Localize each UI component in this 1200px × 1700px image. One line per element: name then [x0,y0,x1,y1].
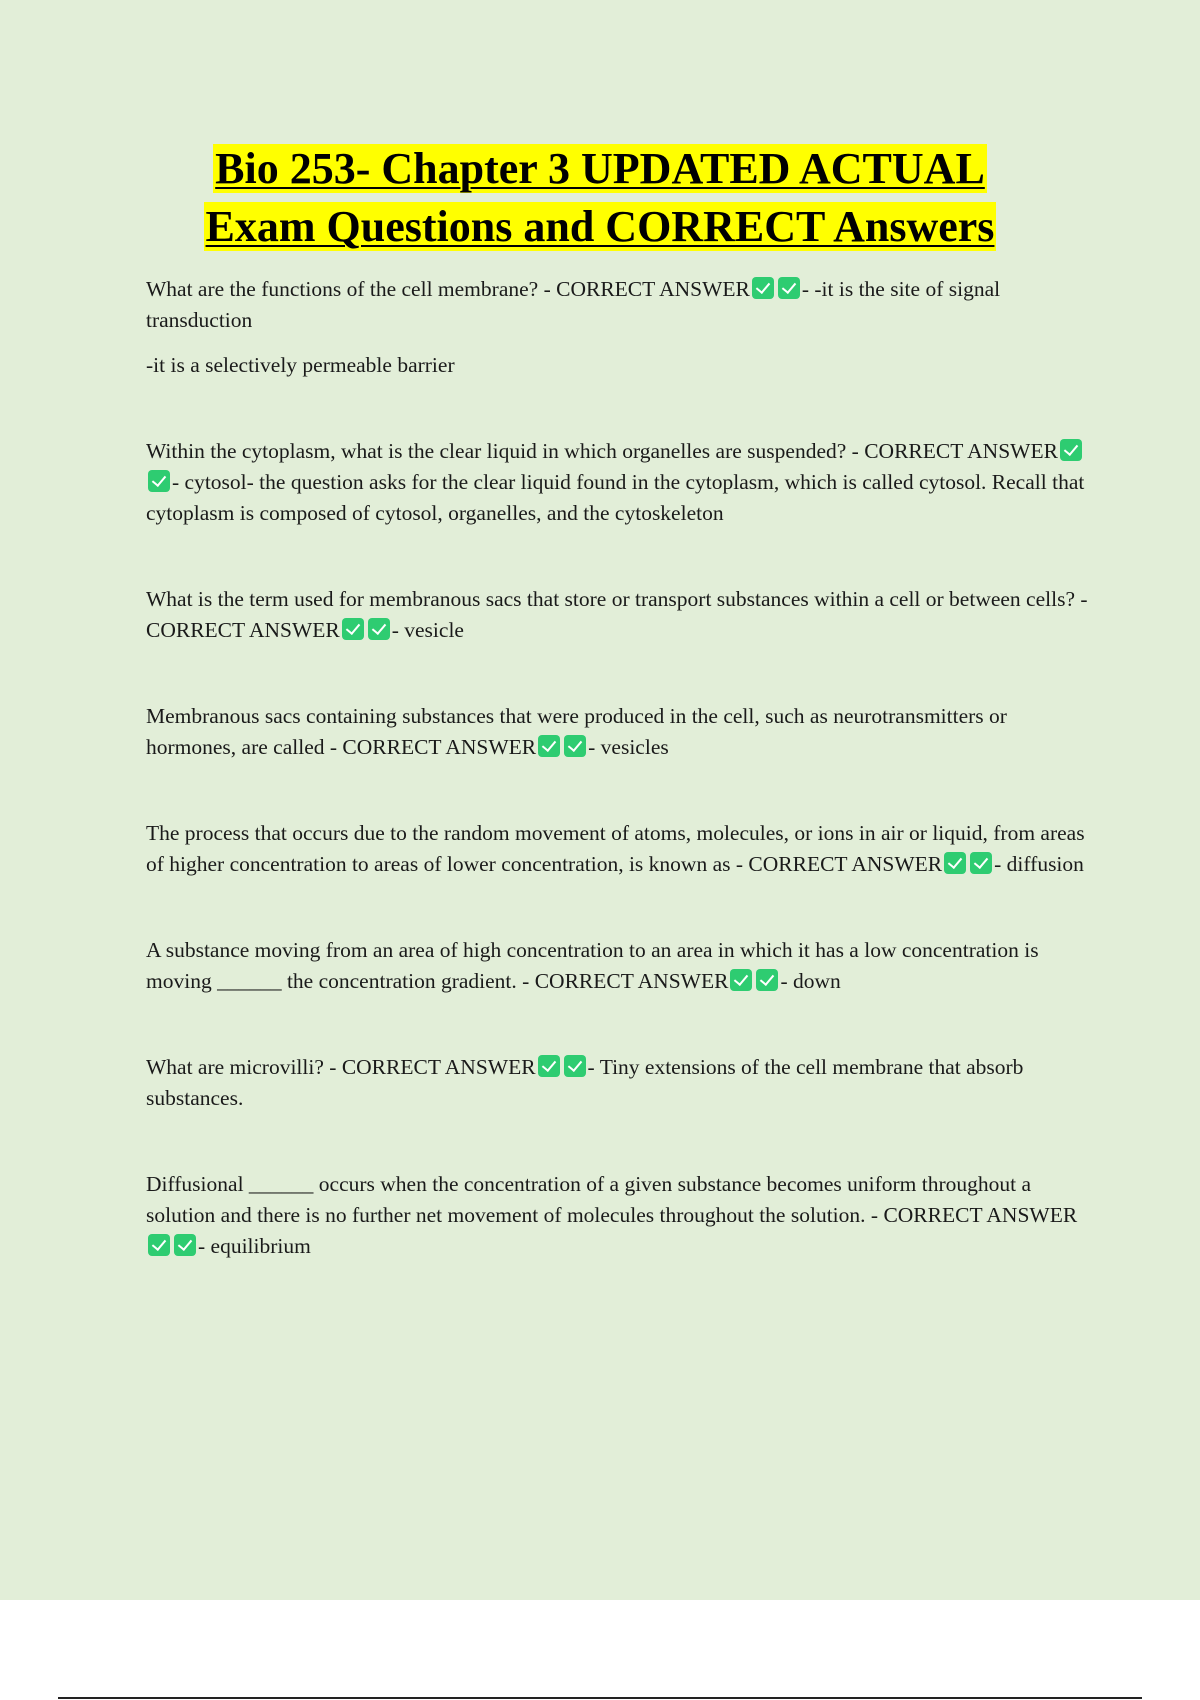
qa-text [146,935,1091,997]
check-mark-icon [148,1234,170,1256]
check-mark-icon [752,277,774,299]
question-text: What is the term used for membranous sacs that store or transport substances within a cell or between cells? - [146,587,1088,611]
correct-answer-label: CORRECT ANSWER [864,439,1058,463]
question-text: Membranous sacs containing substances that were produced in the cell, such as neurotransmitters or hormones, are called - [146,704,1007,759]
question-text: Within the cytoplasm, what is the clear liquid in which organelles are suspended? - [146,439,859,463]
correct-answer-label: CORRECT ANSWER [341,1055,536,1079]
correct-answer-label: CORRECT ANSWER [146,618,340,642]
check-mark-icon [730,969,752,991]
title-line-1: Bio 253- Chapter 3 UPDATED ACTUAL [215,144,985,193]
check-mark-icon [342,618,364,640]
qa-item [146,818,1091,880]
check-mark-icon [148,470,170,492]
qa-text [146,584,1091,646]
answer-text: - down [780,969,841,993]
correct-answer-label: CORRECT ANSWER [883,1203,1078,1227]
answer-extra-text: -it is a selectively permeable barrier [146,353,455,377]
answer-text: - -it is the site of signal transduction [146,277,1001,332]
correct-answer-label: CORRECT ANSWER [556,277,750,301]
qa-item [146,584,1091,646]
check-mark-icon [174,1234,196,1256]
correct-answer-label: CORRECT ANSWER [342,735,537,759]
check-mark-icon [756,969,778,991]
qa-item [146,935,1091,997]
qa-item [146,1169,1091,1262]
check-mark-icon [368,618,390,640]
question-text: What are the functions of the cell membrane? - [146,277,551,301]
answer-text: - diffusion [994,852,1084,876]
qa-text [146,274,1091,336]
qa-item [146,1052,1091,1114]
check-mark-icon [538,1055,560,1077]
answer-text: - Tiny extensions of the cell membrane that absorb substances. [146,1055,1024,1110]
question-text: Diffusional ______ occurs when the concentration of a given substance becomes uniform throughout a solution and there is no further net movement of molecules throughout the solution. - [146,1172,1032,1227]
answer-text: - equilibrium [198,1234,311,1258]
qa-text [146,701,1091,763]
qa-item [146,701,1091,763]
title-line-2: Exam Questions and CORRECT Answers [205,202,995,251]
answer-text: - cytosol- the question asks for the clear liquid found in the cytoplasm, which is called cytosol. Recall that cytoplasm is composed of cytosol, organelles, and the cytoskeleton [146,470,1085,525]
qa-item [146,436,1091,529]
check-mark-icon [778,277,800,299]
check-mark-icon [538,735,560,757]
question-text: What are microvilli? - [146,1055,337,1079]
check-mark-icon [970,852,992,874]
question-text: The process that occurs due to the random movement of atoms, molecules, or ions in air or liquid, from areas of higher concentration to areas of lower concentration, is known as - [146,821,1085,876]
check-mark-icon [564,735,586,757]
qa-text [146,1169,1091,1262]
document-title [0,140,1200,256]
qa-text [146,1052,1091,1114]
qa-text [146,818,1091,880]
qa-item [146,274,1091,381]
check-mark-icon [564,1055,586,1077]
qa-list [146,274,1091,1262]
check-mark-icon [944,852,966,874]
qa-text [146,436,1091,529]
correct-answer-label: CORRECT ANSWER [534,969,729,993]
footer-divider [58,1697,1142,1699]
answer-text: - vesicle [391,618,464,642]
correct-answer-label: CORRECT ANSWER [748,852,943,876]
answer-text: - vesicles [588,735,669,759]
question-text: A substance moving from an area of high concentration to an area in which it has a low concentration is moving ______ the concentration gradient. - [146,938,1039,993]
check-mark-icon [1060,439,1082,461]
